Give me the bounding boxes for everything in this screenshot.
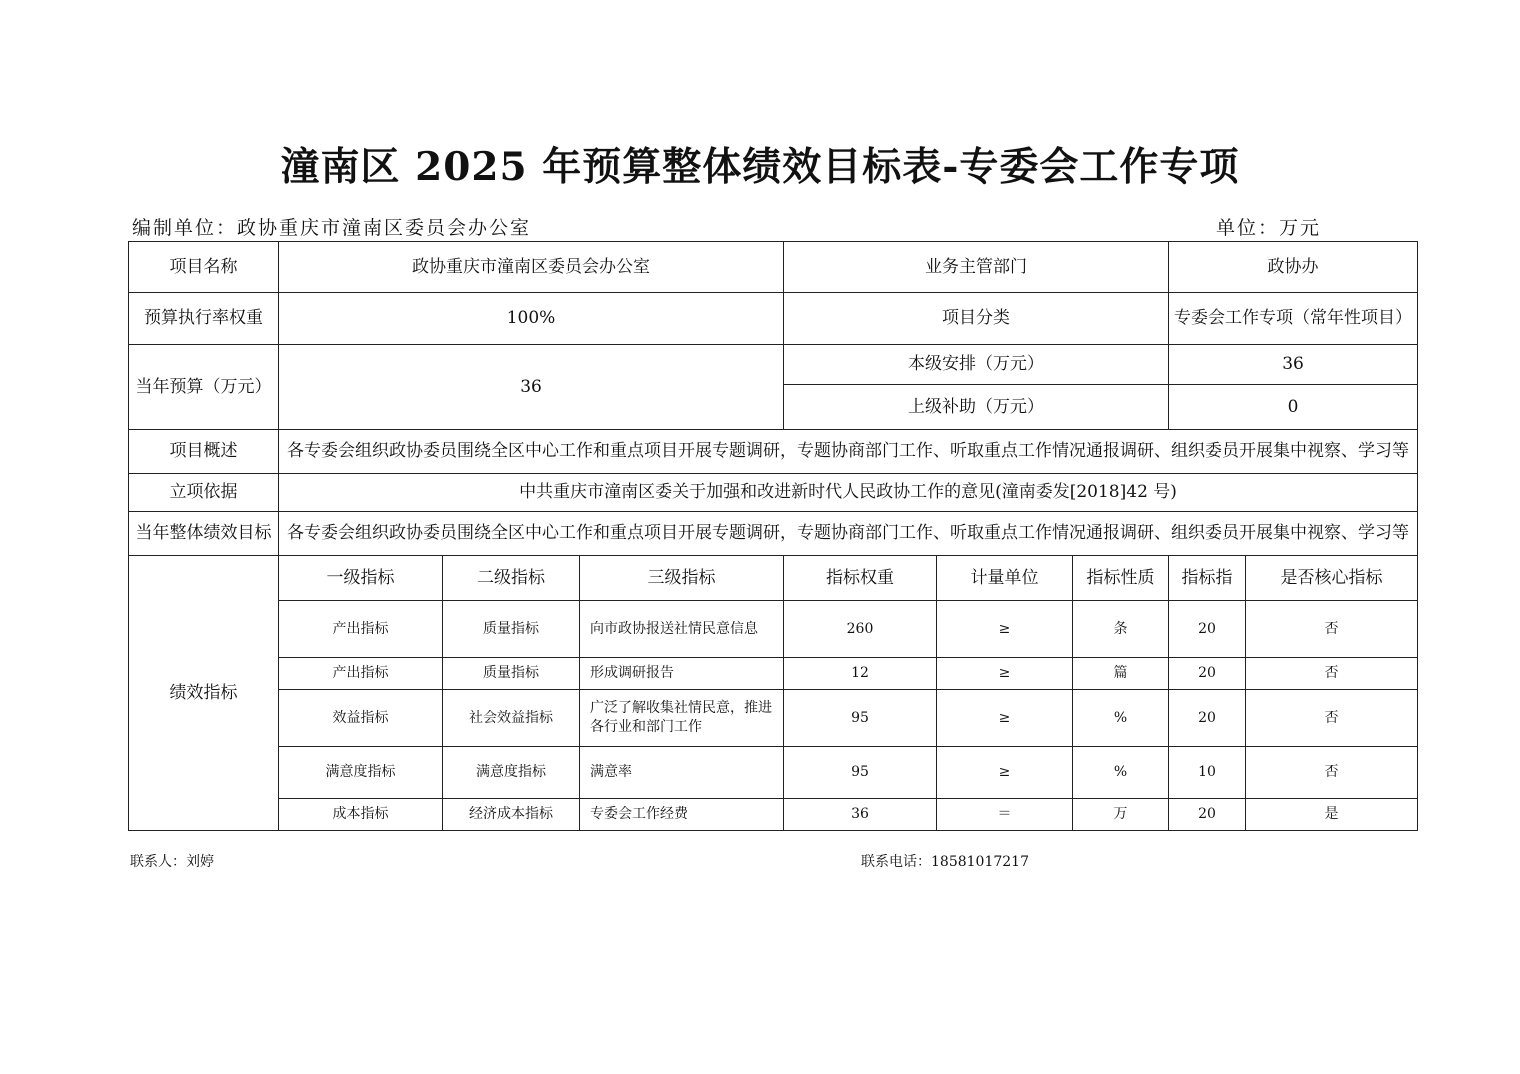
core-cell: 是 <box>1246 799 1418 831</box>
perf-col-header: 指标性质 <box>1073 556 1169 601</box>
nature-cell: % <box>1073 690 1169 747</box>
row-basis <box>129 474 1418 512</box>
level1-cell: 产出指标 <box>279 658 443 690</box>
upper-value: 0 <box>1169 385 1418 430</box>
row-overview <box>129 430 1418 474</box>
compiling-unit: 编制单位：政协重庆市潼南区委员会办公室 <box>132 217 532 239</box>
perf-col-header: 三级指标 <box>580 556 784 601</box>
level1-cell: 成本指标 <box>279 799 443 831</box>
local-value: 36 <box>1169 345 1418 385</box>
measure-unit-cell: ≥ <box>937 601 1073 658</box>
dept-label: 业务主管部门 <box>784 242 1169 293</box>
perf-col-header: 是否核心指标 <box>1246 556 1418 601</box>
core-cell: 否 <box>1246 601 1418 658</box>
value-cell: 20 <box>1169 690 1246 747</box>
upper-label: 上级补助（万元） <box>784 385 1169 430</box>
nature-cell: 篇 <box>1073 658 1169 690</box>
currency-unit: 单位：万元 <box>1216 217 1322 239</box>
project-name-label: 项目名称 <box>129 242 279 293</box>
table-row <box>129 601 1418 658</box>
goal-label: 当年整体绩效目标 <box>129 512 279 556</box>
measure-unit-cell: ≥ <box>937 747 1073 799</box>
overview-value: 各专委会组织政协委员围绕全区中心工作和重点项目开展专题调研，专题协商部门工作、听取重点工作情况通报调研、组织委员开展集中视察、学习等 <box>279 430 1418 474</box>
weight-cell: 12 <box>784 658 937 690</box>
level2-cell: 质量指标 <box>443 601 580 658</box>
perf-col-header: 计量单位 <box>937 556 1073 601</box>
row-goal <box>129 512 1418 556</box>
basis-label: 立项依据 <box>129 474 279 512</box>
table-row <box>129 658 1418 690</box>
perf-col-header: 一级指标 <box>279 556 443 601</box>
category-value: 专委会工作专项（常年性项目） <box>1169 293 1418 345</box>
level2-cell: 社会效益指标 <box>443 690 580 747</box>
value-cell: 20 <box>1169 799 1246 831</box>
measure-unit-cell: ＝ <box>937 799 1073 831</box>
core-cell: 否 <box>1246 658 1418 690</box>
nature-cell: 万 <box>1073 799 1169 831</box>
row-budget-local <box>129 345 1418 385</box>
level2-cell: 质量指标 <box>443 658 580 690</box>
row-project-name <box>129 242 1418 293</box>
measure-unit-cell: ≥ <box>937 690 1073 747</box>
level1-cell: 产出指标 <box>279 601 443 658</box>
level3-cell: 向市政协报送社情民意信息 <box>580 601 784 658</box>
level2-cell: 满意度指标 <box>443 747 580 799</box>
category-label: 项目分类 <box>784 293 1169 345</box>
value-cell: 20 <box>1169 601 1246 658</box>
perf-col-header: 二级指标 <box>443 556 580 601</box>
perf-label: 绩效指标 <box>129 556 279 831</box>
table-row <box>129 690 1418 747</box>
table-row <box>129 747 1418 799</box>
contact-person: 联系人：刘婷 <box>130 854 214 870</box>
perf-col-header: 指标权重 <box>784 556 937 601</box>
project-name-value: 政协重庆市潼南区委员会办公室 <box>279 242 784 293</box>
goal-value: 各专委会组织政协委员围绕全区中心工作和重点项目开展专题调研，专题协商部门工作、听取重点工作情况通报调研、组织委员开展集中视察、学习等 <box>279 512 1418 556</box>
basis-value: 中共重庆市潼南区委关于加强和改进新时代人民政协工作的意见(潼南委发[2018]42 号) <box>279 474 1418 512</box>
level2-cell: 经济成本指标 <box>443 799 580 831</box>
page-title: 潼南区 2025 年预算整体绩效目标表-专委会工作专项 <box>280 144 1240 190</box>
level3-cell: 满意率 <box>580 747 784 799</box>
perf-header-row <box>129 556 1418 601</box>
budget-label: 当年预算（万元） <box>129 345 279 430</box>
weight-cell: 260 <box>784 601 937 658</box>
level3-cell: 形成调研报告 <box>580 658 784 690</box>
local-label: 本级安排（万元） <box>784 345 1169 385</box>
weight-cell: 95 <box>784 747 937 799</box>
exec-weight-value: 100% <box>279 293 784 345</box>
nature-cell: 条 <box>1073 601 1169 658</box>
table-row <box>129 799 1418 831</box>
overview-label: 项目概述 <box>129 430 279 474</box>
level3-cell: 专委会工作经费 <box>580 799 784 831</box>
dept-value: 政协办 <box>1169 242 1418 293</box>
performance-table <box>128 241 1418 831</box>
row-exec-weight <box>129 293 1418 345</box>
core-cell: 否 <box>1246 690 1418 747</box>
level1-cell: 满意度指标 <box>279 747 443 799</box>
weight-cell: 95 <box>784 690 937 747</box>
value-cell: 10 <box>1169 747 1246 799</box>
perf-col-header: 指标指 <box>1169 556 1246 601</box>
measure-unit-cell: ≥ <box>937 658 1073 690</box>
budget-value: 36 <box>279 345 784 430</box>
exec-weight-label: 预算执行率权重 <box>129 293 279 345</box>
contact-phone: 联系电话：18581017217 <box>861 854 1029 870</box>
level1-cell: 效益指标 <box>279 690 443 747</box>
nature-cell: % <box>1073 747 1169 799</box>
level3-cell: 广泛了解收集社情民意，推进各行业和部门工作 <box>580 690 784 747</box>
value-cell: 20 <box>1169 658 1246 690</box>
core-cell: 否 <box>1246 747 1418 799</box>
weight-cell: 36 <box>784 799 937 831</box>
